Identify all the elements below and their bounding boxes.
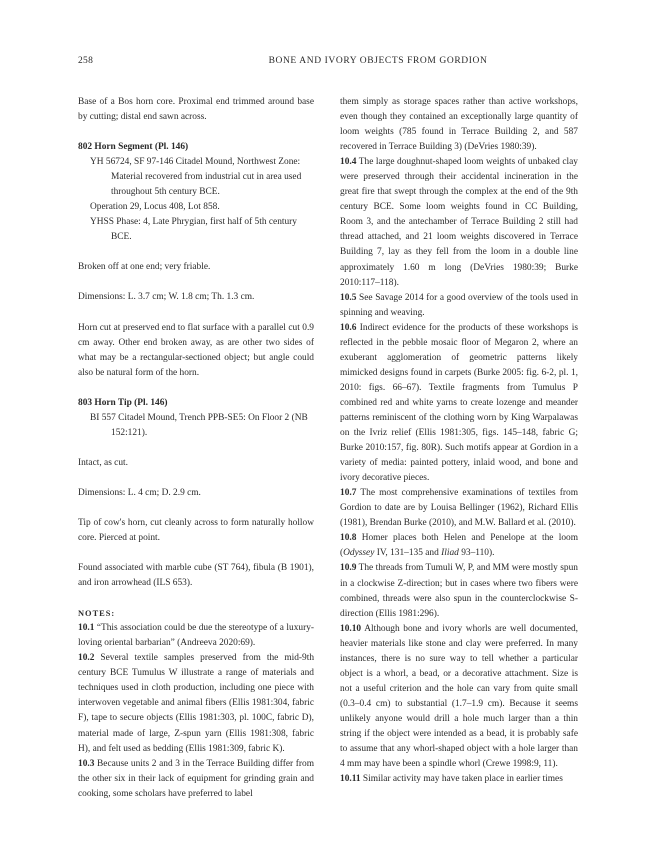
entry-802-dimensions: Dimensions: L. 3.7 cm; W. 1.8 cm; Th. 1.3 cm. [78, 292, 255, 303]
entry-802-provenance: YH 56724, SF 97-146 Citadel Mound, Northwest Zone: Material recovered from industrial cut in area used throughout 5th century BCE. [90, 157, 302, 198]
note-number: 10.8 [340, 533, 357, 544]
note-number: 10.4 [340, 157, 357, 168]
entry-802-operation: Operation 29, Locus 408, Lot 858. [90, 202, 220, 213]
note-10-3-continued: them simply as storage spaces rather than active workshops, even though they contained an exceptionally large quantity of loom weights (785 found in Terrace Building 2, and 587 recovered in Terrace Building 3) (DeVries 1980:39). [340, 97, 578, 153]
running-title: BONE AND IVORY OBJECTS FROM GORDION [268, 56, 488, 66]
note-10-6 [340, 321, 578, 487]
note-number: 10.9 [340, 563, 357, 574]
note-text: The most comprehensive examinations of textiles from Gordion to date are by Louisa Bellinger (1962), Richard Ellis (1981), Brendan Burke (2010), and M.W. Ballard et al. (2010). [340, 488, 578, 529]
work-title-iliad: Iliad [441, 548, 459, 559]
note-number: 10.11 [340, 774, 361, 785]
note-text: Indirect evidence for the products of these workshops is reflected in the pebble mosaic floor of Megaron 2, where an exuberant agglomeration of geometric patterns likely mimicked designs found in carpets (Burke 2005: fig. 6-2, pl. 1, 2010: figs. 66–67). Textile fragments from Tumulus P combined red and white yarns to create lozenge and meander patterns reminiscent of the clothing worn by King Warpalawas on the Ivriz relief (Ellis 1981:305, figs. 145–148, fabric G; Burke 2010:157, fig. 80R). Such motifs appear at Gordion in a variety of media: painted pottery, inlaid wood, and bone and ivory decorative pieces. [340, 322, 578, 484]
note-number: 10.10 [340, 623, 362, 634]
note-10-4 [340, 155, 578, 290]
note-number: 10.7 [340, 488, 357, 499]
note-10-11 [340, 772, 578, 787]
entry-803-description: Tip of cow's horn, cut cleanly across to form naturally hollow core. Pierced at point. [78, 517, 314, 543]
note-text: Homer places both Helen and Penelope at the loom ( [340, 533, 579, 559]
entry-802-condition: Broken off at one end; very friable. [78, 262, 211, 273]
catalog-entry-803-title: 803 Horn Tip (Pl. 146) [78, 397, 168, 408]
note-number: 10.1 [78, 623, 95, 634]
note-10-8 [340, 531, 578, 561]
note-number: 10.2 [78, 653, 95, 664]
note-10-2 [78, 651, 314, 756]
entry-802-description: Horn cut at preserved end to flat surface with a parallel cut 0.9 cm away. Other end broken away, as are other two sides of what may be a rectangular-sectioned object; but angle could also be natural form of the horn. [78, 322, 314, 378]
note-10-10 [340, 622, 578, 772]
note-text: Although bone and ivory whorls are well documented, heavier materials like stone and clay were preferred. In many instances, there is no sure way to tell whether a particular object is a whorl, a bead, or a decorative attachment. Size is not a useful criterion and the hole can vary from quite small (0.3–0.4 cm) to substantial (1.7–1.9 cm). Because it seems unlikely anyone would drill a hole much larger than a thin string if the object were intended as a bead, it is probably safe to assume that any whorl-shaped object with a hole larger than 4 mm may have been a spindle whorl (Crewe 1998:9, 11). [340, 623, 579, 770]
note-number: 10.6 [340, 322, 357, 333]
right-column [340, 95, 578, 787]
left-column [78, 95, 314, 802]
catalog-entry-802-title: 802 Horn Segment (Pl. 146) [78, 142, 189, 153]
notes-heading: NOTES: [78, 609, 116, 619]
note-10-9 [340, 561, 578, 621]
note-text: The threads from Tumuli W, P, and MM were mostly spun in a clockwise Z-direction; but in cases where two fibers were combined, threads were also spun in the counterclockwise S-direction (Ellis 1981:296). [340, 563, 578, 619]
note-number: 10.5 [340, 292, 357, 303]
note-text: “This association could be due the stereotype of a luxury-loving oriental barbarian” (Andreeva 2020:69). [78, 623, 314, 649]
entry-803-dimensions: Dimensions: L. 4 cm; D. 2.9 cm. [78, 487, 201, 498]
entry-803-condition: Intact, as cut. [78, 457, 128, 468]
page-number: 258 [78, 56, 94, 66]
work-title-odyssey: Odyssey [343, 548, 375, 559]
page-header [78, 56, 618, 70]
note-text: Similar activity may have taken place in earlier times [362, 774, 563, 785]
entry-803-association: Found associated with marble cube (ST 764), fibula (B 1901), and iron arrowhead (ILS 653). [78, 563, 314, 589]
note-text: Because units 2 and 3 in the Terrace Building differ from the other six in their lack of equipment for grinding grain and cooking, some scholars have preferred to label [78, 758, 314, 799]
note-number: 10.3 [78, 758, 95, 769]
note-10-1 [78, 621, 314, 651]
entry-803-provenance: BI 557 Citadel Mound, Trench PPB-SE5: On Floor 2 (NB 152:121). [90, 412, 308, 438]
note-10-3 [78, 757, 314, 802]
note-text: Several textile samples preserved from the mid-9th century BCE Tumulus W illustrate a range of materials and techniques used in cloth production, including one piece with interwoven vegetable and animal fibers (Ellis 1981:304, fabric F), tape to secure objects (Ellis 1981:303, pl. 100C, fabric D), material made of large, Z-spun yarn (Ellis 1981:308, fabric H), and felt used as bedding (Ellis 1981:309, fabric K). [78, 653, 315, 754]
note-text: See Savage 2014 for a good overview of the tools used in spinning and weaving. [340, 292, 579, 318]
note-10-7 [340, 486, 578, 531]
note-10-5 [340, 291, 578, 321]
intro-paragraph: Base of a Bos horn core. Proximal end trimmed around base by cutting; distal end sawn across. [78, 97, 314, 123]
note-text: 93–110). [458, 548, 495, 559]
note-text: IV, 131–135 and [374, 548, 442, 559]
note-text: The large doughnut-shaped loom weights of unbaked clay were preserved through their accidental incineration in the great fire that swept through the complex at the end of the 9th century BCE. Some loom weights found in CC Building, Room 3, and the antechamber of Terrace Building 2 still had thread attached, and 21 loom weights discovered in Terrace Building 7, lay as they fell from the loom in a double line approximately 1.60 m long (DeVries 1980:39; Burke 2010:117–118). [340, 157, 578, 288]
entry-802-phase: YHSS Phase: 4, Late Phrygian, first half of 5th century BCE. [90, 217, 297, 243]
